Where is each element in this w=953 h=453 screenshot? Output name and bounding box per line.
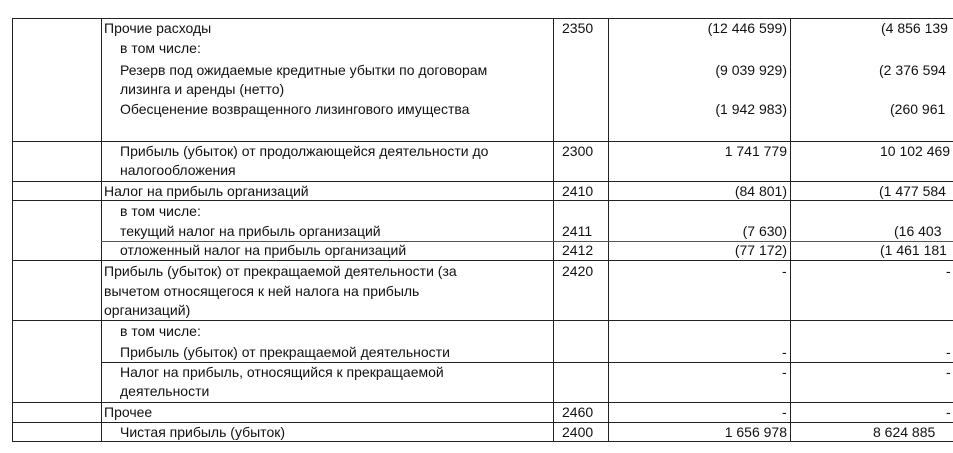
row-label: отложенный налог на прибыль организаций [120, 242, 407, 258]
row-value-current: (12 446 599) [707, 20, 787, 36]
row-value-current: (84 801) [734, 183, 787, 199]
row-label: в том числе: [120, 203, 201, 219]
row-value-previous: (1 477 584 [879, 183, 946, 199]
grid-line [608, 18, 609, 442]
row-label-cont: деятельности [120, 383, 210, 399]
grid-line [12, 260, 953, 261]
row-value-previous: (16 403 [894, 223, 942, 239]
row-label: Прочие расходы [104, 20, 212, 36]
row-code: 2411 [562, 223, 593, 239]
row-label: Прочее [104, 404, 153, 420]
row-value-previous: (4 856 139 [881, 20, 948, 36]
row-label: Налог на прибыль организаций [104, 183, 309, 199]
row-label: Обесценение возвращенного лизингового имущества [120, 101, 470, 117]
row-label: Резерв под ожидаемые кредитные убытки по договорам [120, 62, 488, 78]
row-label-cont: вычетом относящегося к ней налога на прибыль [104, 283, 420, 299]
row-value-previous: (2 376 594 [879, 62, 946, 78]
row-value-previous: - [946, 344, 951, 360]
row-label: в том числе: [120, 40, 201, 56]
row-value-current: (77 172) [734, 242, 787, 258]
row-value-current: - [782, 263, 787, 279]
row-value-current: - [782, 344, 787, 360]
row-code: 2410 [562, 183, 594, 199]
row-code: 2460 [562, 404, 594, 420]
row-label: Прибыль (убыток) от прекращаемой деятельности (за [104, 263, 457, 279]
row-value-current: 1 741 779 [724, 143, 787, 159]
row-code: 2412 [562, 242, 594, 258]
row-label-cont: лизинга и аренды (нетто) [120, 81, 285, 97]
grid-line [790, 18, 791, 442]
row-label: Чистая прибыль (убыток) [120, 424, 286, 440]
row-label-cont: организаций) [104, 302, 191, 318]
row-value-previous: - [946, 404, 951, 420]
row-value-current: (7 630) [742, 223, 787, 239]
row-value-current: (1 942 983) [715, 101, 787, 117]
grid-line [12, 402, 953, 403]
row-value-previous: - [946, 263, 951, 279]
row-label: текущий налог на прибыль организаций [120, 223, 381, 239]
row-code: 2420 [562, 263, 594, 279]
row-value-current: 1 656 978 [724, 424, 787, 440]
row-label: Прибыль (убыток) от продолжающейся деятельности до [120, 143, 489, 159]
row-label: Налог на прибыль, относящийся к прекращаемой [120, 364, 444, 380]
row-value-previous: 10 102 469 [880, 143, 951, 159]
row-value-previous: (1 461 181 [880, 242, 947, 258]
row-code: 2350 [562, 20, 594, 36]
row-value-current: - [782, 364, 787, 380]
row-value-current: - [782, 404, 787, 420]
row-code: 2300 [562, 143, 594, 159]
grid-line [12, 320, 953, 321]
row-value-previous: 8 624 885 [873, 424, 936, 440]
grid-line [12, 18, 13, 442]
row-label: в том числе: [120, 323, 201, 339]
grid-line [101, 18, 102, 442]
row-value-previous: - [946, 364, 951, 380]
row-code: 2400 [562, 424, 594, 440]
row-label: Прибыль (убыток) от прекращаемой деятельности [120, 344, 450, 360]
row-value-previous: (260 961 [890, 101, 946, 117]
row-value-current: (9 039 929) [715, 62, 787, 78]
grid-line [553, 18, 554, 442]
row-label-cont: налогообложения [120, 162, 236, 178]
